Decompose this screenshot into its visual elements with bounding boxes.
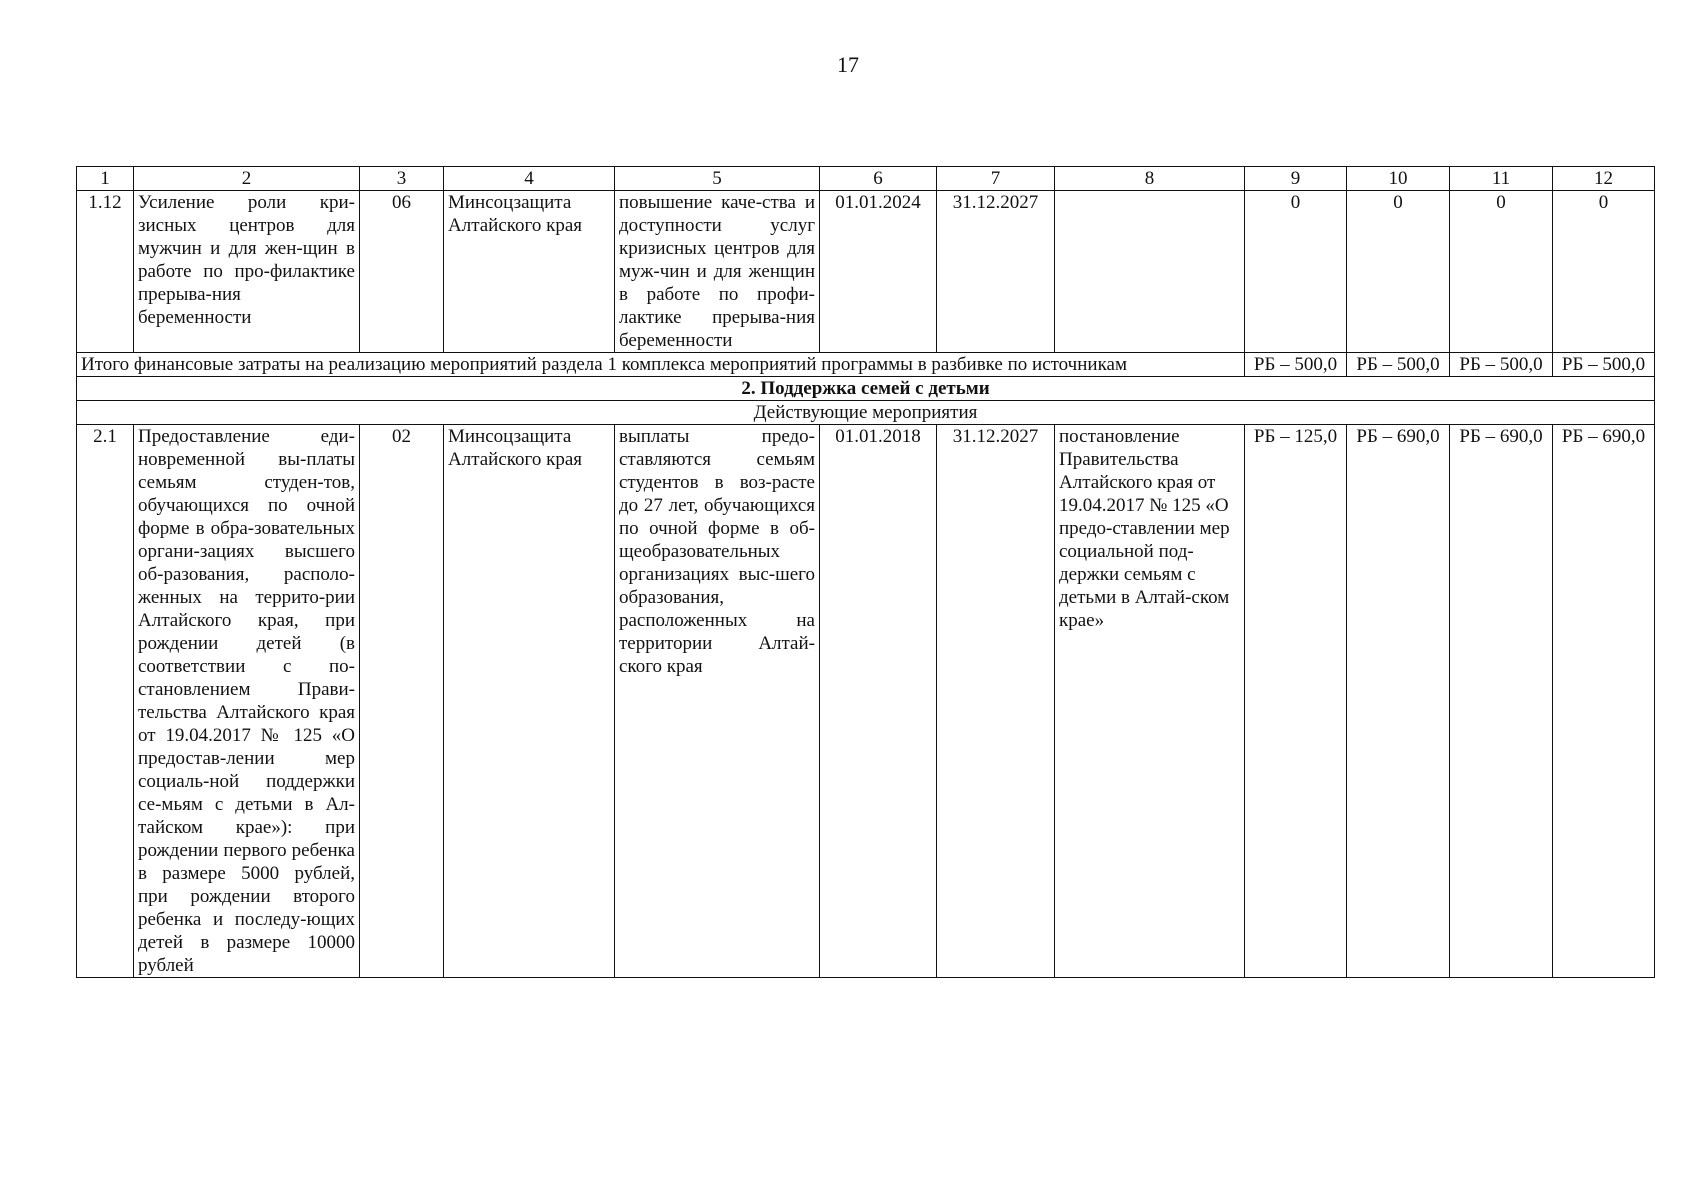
total-row — [77, 353, 1655, 377]
legal-basis: постановление Правительства Алтайского края от 19.04.2017 № 125 «О предо-ставлении мер социальной под-держки семьям с детьми в Алтай-ском крае» — [1055, 425, 1245, 978]
table-row — [77, 425, 1655, 978]
header-cell-7: 7 — [937, 167, 1055, 191]
amount-col-9: 0 — [1245, 191, 1347, 353]
header-cell-2: 2 — [134, 167, 360, 191]
amount-col-10: 0 — [1347, 191, 1450, 353]
header-cell-3: 3 — [360, 167, 444, 191]
end-date: 31.12.2027 — [937, 425, 1055, 978]
header-cell-11: 11 — [1450, 167, 1553, 191]
measure-code: 06 — [360, 191, 444, 353]
legal-basis — [1055, 191, 1245, 353]
measure-name: Предоставление еди-новременной вы-платы семьям студен-тов, обучающихся по очной форме в обра-зовательных органи-зациях высшего об-разования, располо-женных на террито-рии Алтайского края, при рождении детей (в соответствии с по-становлением Прави-тельства Алтайского края от 19.04.2017 № 125 «О предостав-лении мер социаль-ной поддержки се-мьям с детьми в Ал-тайском крае»): при рождении первого ребенка в размере 5000 рублей, при рождении второго ребенка и последу-ющих детей в размере 10000 рублей — [134, 425, 360, 978]
amount-col-9: РБ – 125,0 — [1245, 425, 1347, 978]
header-cell-9: 9 — [1245, 167, 1347, 191]
amount-col-11: 0 — [1450, 191, 1553, 353]
start-date: 01.01.2018 — [820, 425, 937, 978]
page-number: 17 — [837, 52, 859, 77]
executor: Минсоцзащита Алтайского края — [444, 425, 615, 978]
header-cell-10: 10 — [1347, 167, 1450, 191]
subsection-row — [77, 401, 1655, 425]
header-cell-8: 8 — [1055, 167, 1245, 191]
amount-col-11: РБ – 690,0 — [1450, 425, 1553, 978]
measures-table — [76, 166, 1655, 978]
header-cell-5: 5 — [615, 167, 820, 191]
header-row — [77, 167, 1655, 191]
total-col-9: РБ – 500,0 — [1245, 353, 1347, 377]
end-date: 31.12.2027 — [937, 191, 1055, 353]
header-cell-12: 12 — [1553, 167, 1655, 191]
amount-col-12: РБ – 690,0 — [1553, 425, 1655, 978]
amount-col-12: 0 — [1553, 191, 1655, 353]
header-cell-6: 6 — [820, 167, 937, 191]
header-cell-1: 1 — [77, 167, 134, 191]
total-col-12: РБ – 500,0 — [1553, 353, 1655, 377]
header-cell-4: 4 — [444, 167, 615, 191]
start-date: 01.01.2024 — [820, 191, 937, 353]
measure-code: 02 — [360, 425, 444, 978]
subsection-title: Действующие мероприятия — [77, 401, 1655, 425]
total-label: Итого финансовые затраты на реализацию мероприятий раздела 1 комплекса мероприятий программы в разбивке по источникам — [77, 353, 1245, 377]
table-row — [77, 191, 1655, 353]
total-col-10: РБ – 500,0 — [1347, 353, 1450, 377]
expected-result: выплаты предо-ставляются семьям студентов в воз-расте до 27 лет, обучающихся по очной форме в об-щеобразовательных организациях выс-шего образования, расположенных на территории Алтай-ского края — [615, 425, 820, 978]
amount-col-10: РБ – 690,0 — [1347, 425, 1450, 978]
measure-name: Усиление роли кри-зисных центров для мужчин и для жен-щин в работе по про-филактике прерыва-ния беременности — [134, 191, 360, 353]
row-number: 2.1 — [77, 425, 134, 978]
executor: Минсоцзащита Алтайского края — [444, 191, 615, 353]
total-col-11: РБ – 500,0 — [1450, 353, 1553, 377]
row-number: 1.12 — [77, 191, 134, 353]
section-row — [77, 377, 1655, 401]
expected-result: повышение каче-ства и доступности услуг кризисных центров для муж-чин и для женщин в работе по профи-лактике прерыва-ния беременности — [615, 191, 820, 353]
section-title: 2. Поддержка семей с детьми — [77, 377, 1655, 401]
